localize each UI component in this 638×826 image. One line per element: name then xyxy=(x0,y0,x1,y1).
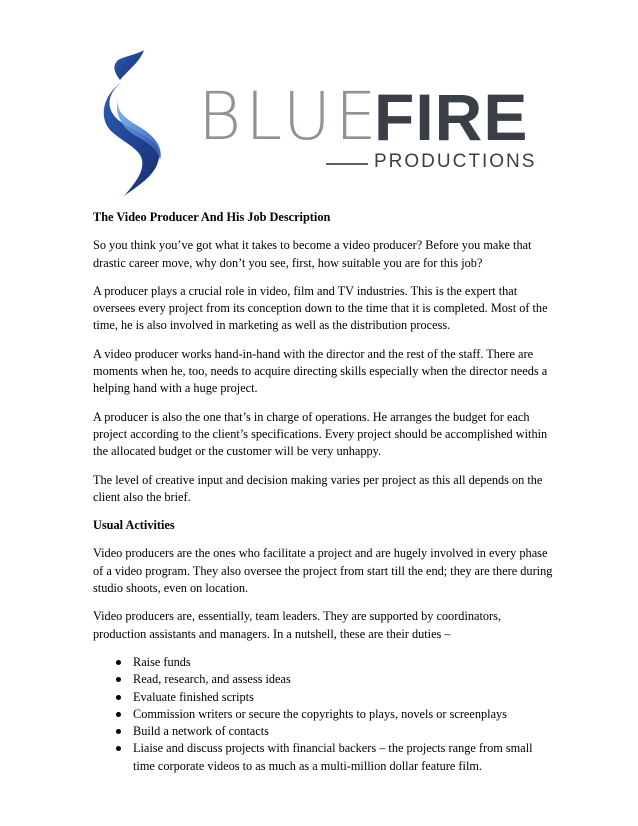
logo-text-blue: BLUE xyxy=(198,78,381,155)
list-item-text: Raise funds xyxy=(133,654,191,669)
bullet-icon xyxy=(116,695,121,700)
bullet-icon xyxy=(116,677,121,682)
section-heading: Usual Activities xyxy=(93,518,175,533)
document-body xyxy=(93,209,553,775)
bluefire-logo xyxy=(98,50,538,200)
paragraph: Video producers are, essentially, team leaders. They are supported by coordinators, production assistants and managers. In a nutshell, these are their duties – xyxy=(93,609,501,641)
paragraph: Video producers are the ones who facilitate a project and are hugely involved in every phase of a video program. They also oversee the project from start till the end; they are there during studio shoots, even on location. xyxy=(93,546,553,596)
bullet-icon xyxy=(116,660,121,665)
list-item xyxy=(113,740,553,775)
list-item-text: Read, research, and assess ideas xyxy=(133,672,291,687)
paragraph: A producer plays a crucial role in video, film and TV industries. This is the expert that oversees every project from its conception down to the time that it is completed. Most of the time, he is also involved in marketing as well as the distribution process. xyxy=(93,283,548,333)
bullet-icon xyxy=(116,712,121,717)
list-item-text: Evaluate finished scripts xyxy=(133,689,254,704)
logo-text-fire: FIRE xyxy=(374,80,529,154)
list-item-text: Build a network of contacts xyxy=(133,724,269,739)
list-item xyxy=(113,723,553,740)
paragraph: The level of creative input and decision making varies per project as this all depends on the client also the brief. xyxy=(93,472,543,504)
bullet-icon xyxy=(116,746,121,751)
paragraph: So you think you’ve got what it takes to become a video producer? Before you make that drastic career move, why don’t you see, first, how suitable you are for this job? xyxy=(93,238,532,270)
duties-list xyxy=(93,654,553,775)
paragraph: A video producer works hand-in-hand with the director and the rest of the staff. There are moments when he, too, needs to acquire directing skills especially when the director needs a helping hand with a huge project. xyxy=(93,346,548,396)
paragraph: A producer is also the one that’s in charge of operations. He arranges the budget for each project according to the client’s specifications. Every project should be accomplished within the allocated budget or the customer will be very unhappy. xyxy=(93,409,548,459)
logo-divider-rule xyxy=(326,163,368,165)
logo-subtitle: PRODUCTIONS xyxy=(374,151,537,172)
list-item xyxy=(113,689,553,706)
document-title: The Video Producer And His Job Description xyxy=(93,210,331,224)
list-item xyxy=(113,671,553,688)
list-item xyxy=(113,706,553,723)
list-item xyxy=(113,654,553,671)
list-item-text: Commission writers or secure the copyrights to plays, novels or screenplays xyxy=(133,706,507,721)
list-item-text: Liaise and discuss projects with financial backers – the projects range from small time corporate videos to as much as a multi-million dollar feature film. xyxy=(133,741,533,773)
bullet-icon xyxy=(116,729,121,734)
flame-swirl-icon xyxy=(98,50,198,200)
